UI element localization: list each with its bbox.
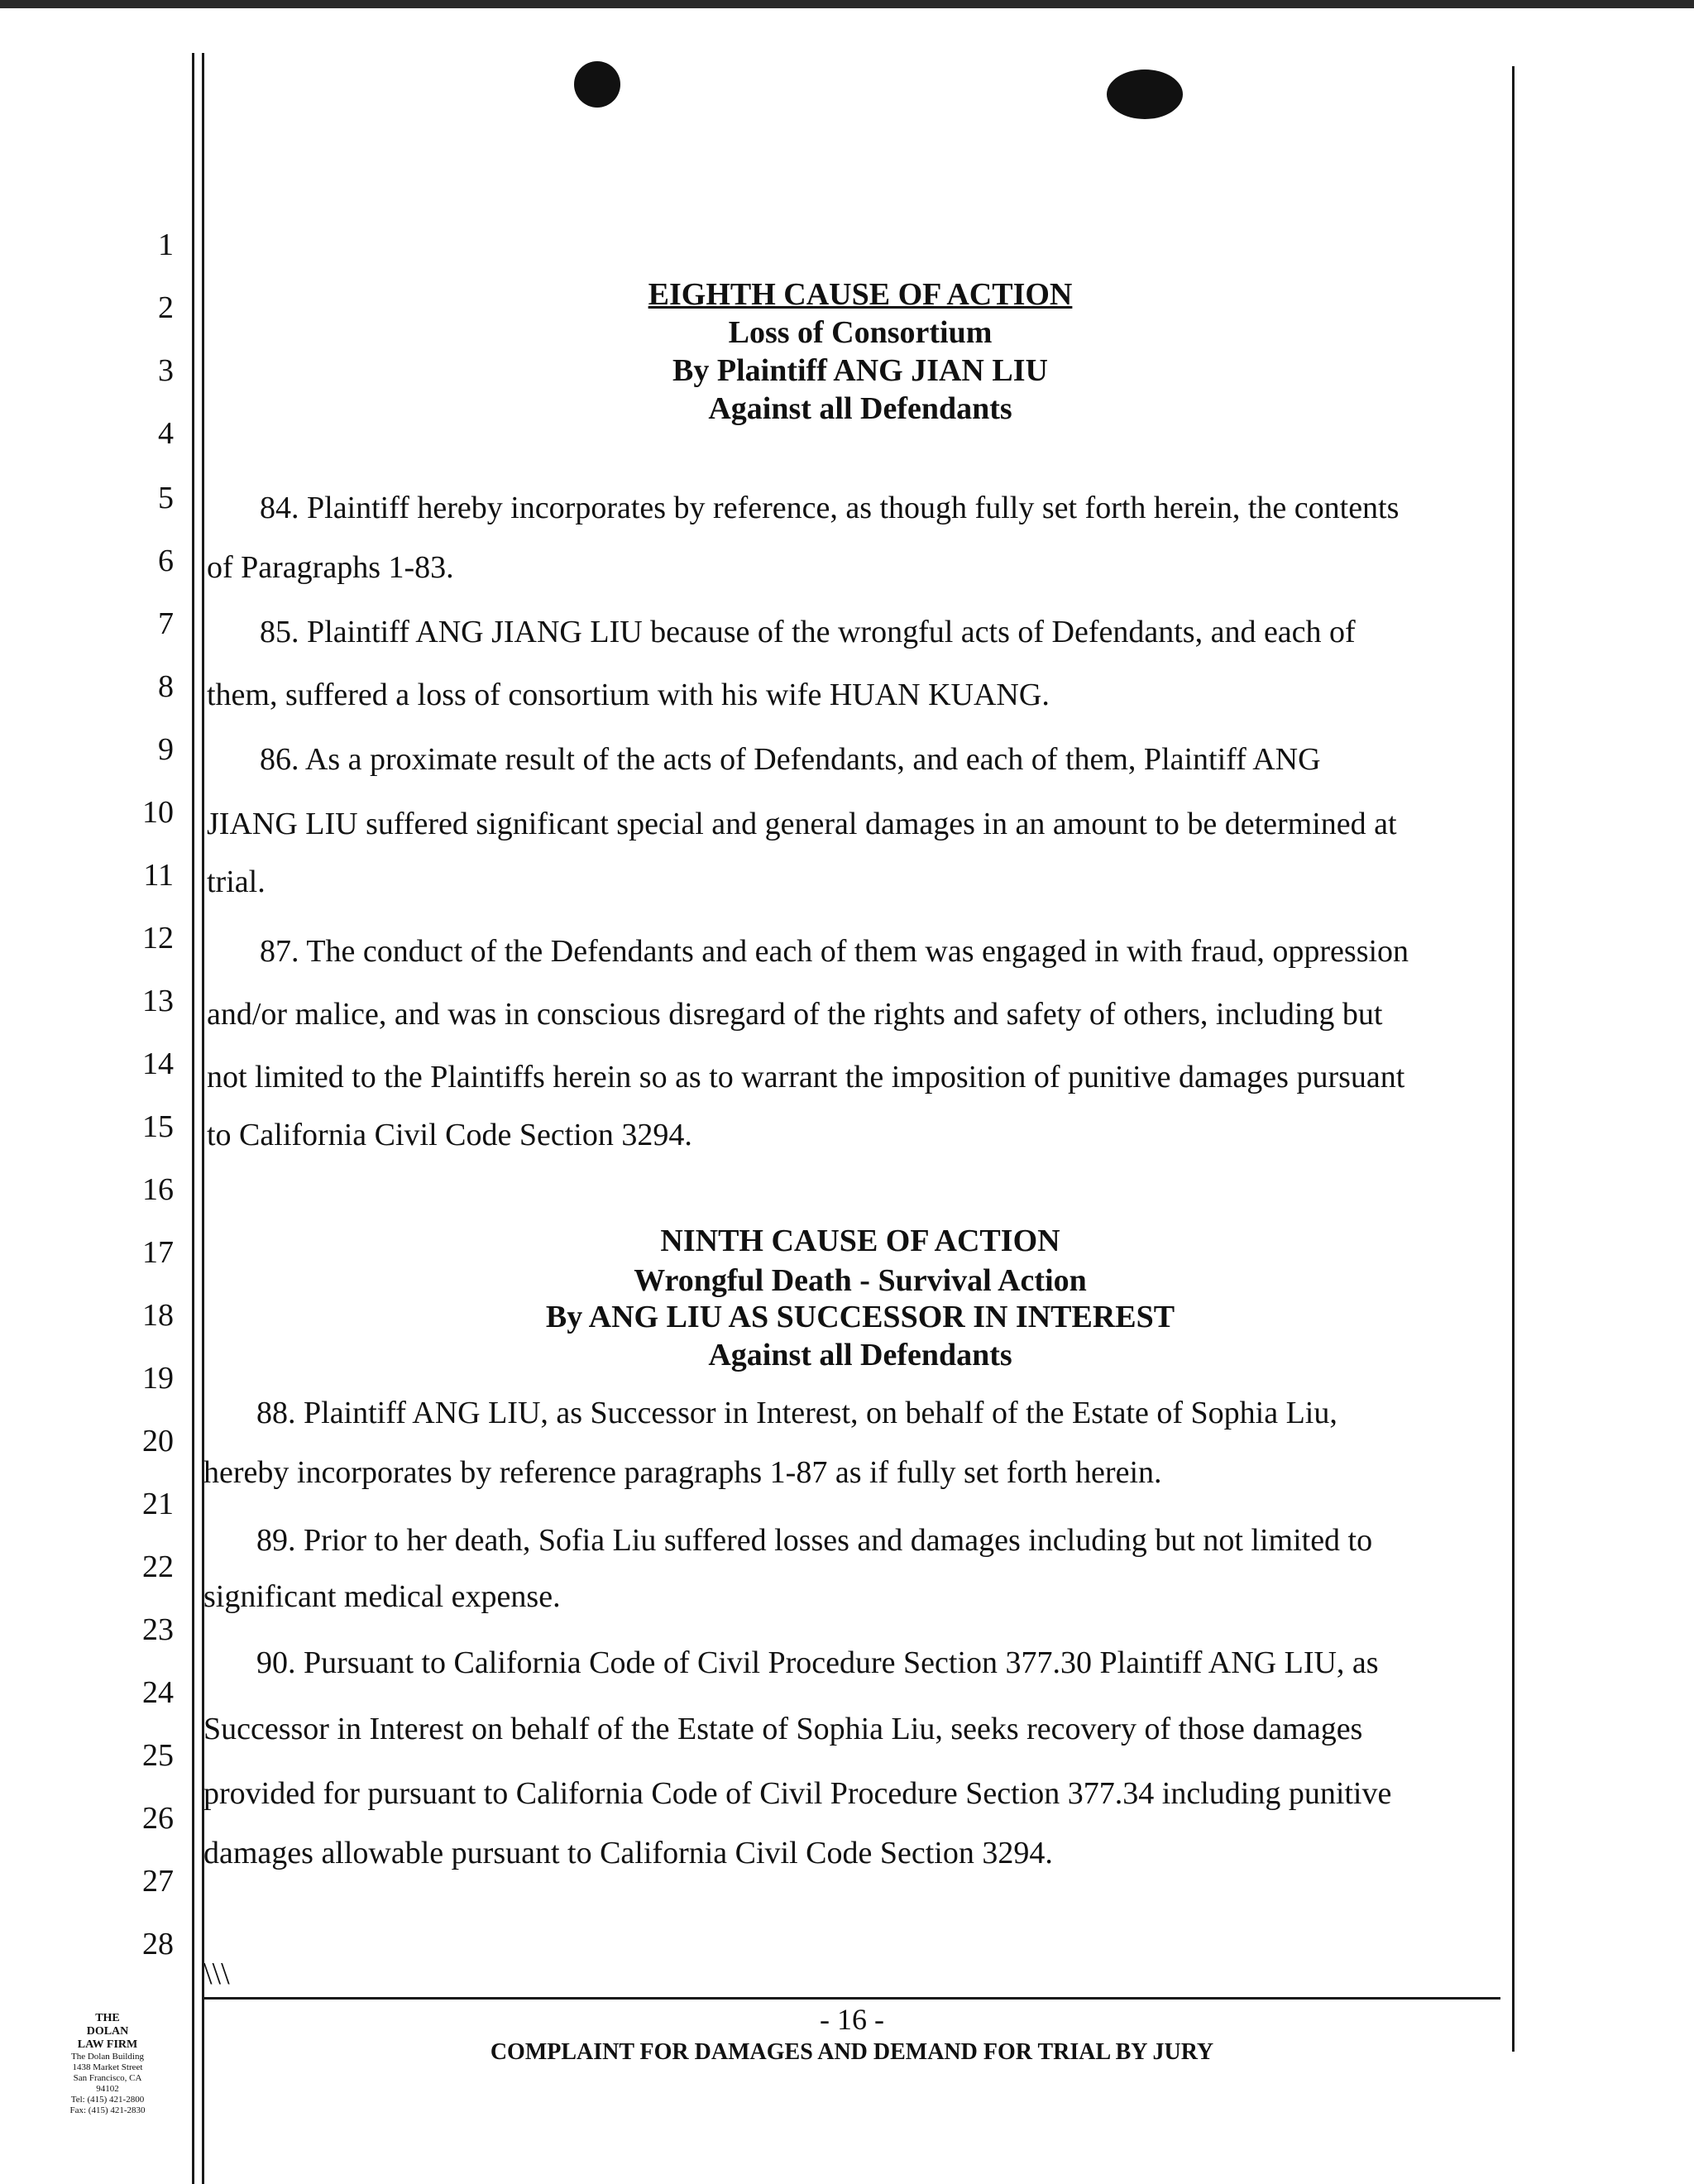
line-number: 15 [142, 1109, 174, 1144]
left-margin-line-outer [192, 53, 194, 2184]
firm-fax: Fax: (415) 421-2830 [69, 2105, 146, 2115]
line-number: 10 [142, 795, 174, 830]
punch-hole-right [1107, 69, 1183, 119]
line-number: 1 [158, 228, 174, 262]
line-number: 12 [142, 921, 174, 956]
line-number: 20 [142, 1424, 174, 1458]
firm-address: 1438 Market Street [72, 2062, 143, 2072]
law-firm-block [50, 2012, 165, 2116]
line-number: 7 [158, 606, 174, 641]
eighth-cause-subtitle: Loss of Consortium [728, 315, 993, 350]
paragraph-line: significant medical expense. [203, 1579, 561, 1614]
firm-phone: Tel: (415) 421-2800 [70, 2095, 145, 2105]
line-number: 25 [142, 1738, 174, 1773]
firm-address: The Dolan Building [71, 2052, 144, 2062]
paragraph-line: 88. Plaintiff ANG LIU, as Successor in Interest, on behalf of the Estate of Sophia Liu, [256, 1396, 1337, 1430]
line-number: 22 [142, 1549, 174, 1584]
line-number: 17 [142, 1235, 174, 1270]
paragraph-line: hereby incorporates by reference paragraphs 1-87 as if fully set forth herein. [203, 1455, 1162, 1490]
line-number: 3 [158, 353, 174, 388]
line-number: 2 [158, 290, 174, 325]
paragraph-line: 89. Prior to her death, Sofia Liu suffered losses and damages including but not limited to [256, 1523, 1373, 1558]
line-number: 26 [142, 1801, 174, 1836]
eighth-cause-by: By Plaintiff ANG JIAN LIU [672, 353, 1048, 388]
line-number: 16 [142, 1172, 174, 1207]
line-number: 23 [142, 1612, 174, 1647]
paragraph-line: JIANG LIU suffered significant special and general damages in an amount to be determined at [207, 807, 1397, 841]
paragraph-line: trial. [207, 864, 266, 899]
line-number: 21 [142, 1487, 174, 1521]
line-number: 11 [143, 858, 174, 893]
page-number: - 16 - [820, 2003, 884, 2036]
line-number: 28 [142, 1927, 174, 1961]
line-number: 13 [142, 984, 174, 1018]
line-number: 14 [142, 1046, 174, 1081]
firm-line: DOLAN [86, 2025, 129, 2038]
continuation-mark: \\\ [203, 1956, 230, 1991]
paragraph-line: damages allowable pursuant to California Civil Code Section 3294. [203, 1836, 1053, 1870]
right-margin-line [1512, 66, 1515, 2052]
line-number: 4 [158, 416, 174, 451]
line-number: 8 [158, 669, 174, 704]
paragraph-line: 85. Plaintiff ANG JIANG LIU because of the wrongful acts of Defendants, and each of [260, 615, 1356, 649]
line-number: 24 [142, 1675, 174, 1710]
paragraph-line: 84. Plaintiff hereby incorporates by reference, as though fully set forth herein, the contents [260, 491, 1400, 525]
paragraph-line: and/or malice, and was in conscious disregard of the rights and safety of others, including but [207, 997, 1383, 1032]
line-number: 5 [158, 481, 174, 515]
ninth-cause-by: By ANG LIU AS SUCCESSOR IN INTEREST [545, 1300, 1175, 1334]
ninth-cause-subtitle: Wrongful Death - Survival Action [634, 1263, 1087, 1298]
paragraph-line: not limited to the Plaintiffs herein so as to warrant the imposition of punitive damages pursuant [207, 1060, 1405, 1094]
paragraph-line: provided for pursuant to California Code of Civil Procedure Section 377.34 including punitive [203, 1776, 1392, 1811]
footer-rule [202, 1997, 1500, 2000]
line-number: 27 [142, 1864, 174, 1899]
scan-top-edge [0, 0, 1694, 8]
paragraph-line: 87. The conduct of the Defendants and each of them was engaged in with fraud, oppression [260, 934, 1409, 969]
paragraph-line: to California Civil Code Section 3294. [207, 1118, 692, 1152]
paragraph-line: Successor in Interest on behalf of the Estate of Sophia Liu, seeks recovery of those damages [203, 1712, 1363, 1746]
punch-hole-left [574, 61, 620, 108]
paragraph-line: them, suffered a loss of consortium with his wife HUAN KUANG. [207, 678, 1050, 712]
firm-address: 94102 [96, 2084, 119, 2094]
paragraph-line: 90. Pursuant to California Code of Civil Procedure Section 377.30 Plaintiff ANG LIU, as [256, 1645, 1379, 1680]
firm-address: San Francisco, CA [73, 2073, 142, 2083]
line-number: 9 [158, 732, 174, 767]
ninth-cause-against: Against all Defendants [708, 1338, 1012, 1372]
line-number: 18 [142, 1298, 174, 1333]
ninth-cause-title: NINTH CAUSE OF ACTION [660, 1224, 1060, 1258]
firm-line: THE [95, 2012, 120, 2024]
document-title: COMPLAINT FOR DAMAGES AND DEMAND FOR TRIAL BY JURY [490, 2039, 1214, 2065]
line-number: 6 [158, 544, 174, 578]
eighth-cause-against: Against all Defendants [708, 391, 1012, 426]
paragraph-line: of Paragraphs 1-83. [207, 550, 454, 585]
line-number: 19 [142, 1361, 174, 1396]
firm-line: LAW FIRM [77, 2038, 138, 2051]
paragraph-line: 86. As a proximate result of the acts of Defendants, and each of them, Plaintiff ANG [260, 742, 1321, 777]
eighth-cause-title: EIGHTH CAUSE OF ACTION [648, 277, 1073, 312]
